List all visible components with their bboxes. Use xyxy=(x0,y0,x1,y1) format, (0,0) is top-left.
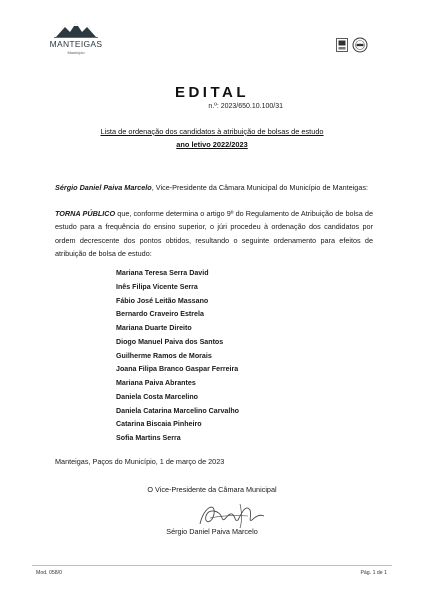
candidate-name: Daniela Catarina Marcelino Carvalho xyxy=(116,406,240,415)
candidate-name: Inês Filipa Vicente Serra xyxy=(116,282,198,291)
signer-role: O Vice-Presidente da Câmara Municipal xyxy=(147,485,277,494)
reference-number: n.º: 2023/650.10.100/31 xyxy=(208,103,283,110)
signer-name-inline: Sérgio Daniel Paiva Marcelo xyxy=(55,183,152,192)
logo-subtitle: Município xyxy=(67,50,85,55)
candidate-name: Sofia Martins Serra xyxy=(116,434,181,442)
mountain-emblem-icon xyxy=(54,20,98,38)
announcement-paragraph xyxy=(55,207,373,260)
candidate-name: Fábio José Leitão Massano xyxy=(116,296,209,305)
document-title: EDITAL xyxy=(174,84,250,101)
intro-paragraph xyxy=(55,181,373,194)
candidate-list xyxy=(116,267,239,446)
candidate-name: Guilherme Ramos de Morais xyxy=(116,351,212,360)
municipality-logo xyxy=(44,20,108,55)
candidate-name: Mariana Duarte Direito xyxy=(116,324,192,332)
candidate-name: Joana Filipa Branco Gaspar Ferreira xyxy=(116,365,239,374)
page-number: Pág. 1 de 1 xyxy=(360,570,387,576)
candidate-name: Mariana Paiva Abrantes xyxy=(116,379,196,387)
place-and-date: Manteigas, Paços do Município, 1 de março de 2023 xyxy=(55,457,225,466)
candidate-name: Daniela Costa Marcelino xyxy=(116,392,198,401)
footer-divider xyxy=(32,565,392,566)
candidate-name: Diogo Manuel Paiva dos Santos xyxy=(116,337,224,346)
announcement-text: que, conforme determina o artigo 9º do Regulamento de Atribuição de bolsa de estudo para a frequência do ensino superior, o júri procedeu à ordenação dos candidatos por ordem decrescente dos pontos obtidos, resultando o seguinte ordenamento para efeitos de atribuição de bolsa de estudo: xyxy=(55,209,373,258)
academic-year: ano letivo 2022/2023 xyxy=(176,140,248,149)
form-model-code: Mod. 058/0 xyxy=(36,570,62,576)
document-subtitle: Lista de ordenação dos candidatos à atribuição de bolsas de estudo xyxy=(100,127,324,136)
signer-name: Sérgio Daniel Paiva Marcelo xyxy=(166,527,258,536)
candidate-name: Catarina Biscaia Pinheiro xyxy=(116,420,202,429)
announcement-lead: TORNA PÚBLICO xyxy=(55,209,116,218)
candidate-name: Mariana Teresa Serra David xyxy=(116,269,209,277)
intro-text: , Vice-Presidente da Câmara Municipal do Município de Manteigas: xyxy=(151,183,368,192)
candidate-name: Bernardo Craveiro Estrela xyxy=(116,310,204,319)
certification-seal-icon xyxy=(336,37,370,53)
logo-name: MANTEIGAS xyxy=(49,39,103,49)
